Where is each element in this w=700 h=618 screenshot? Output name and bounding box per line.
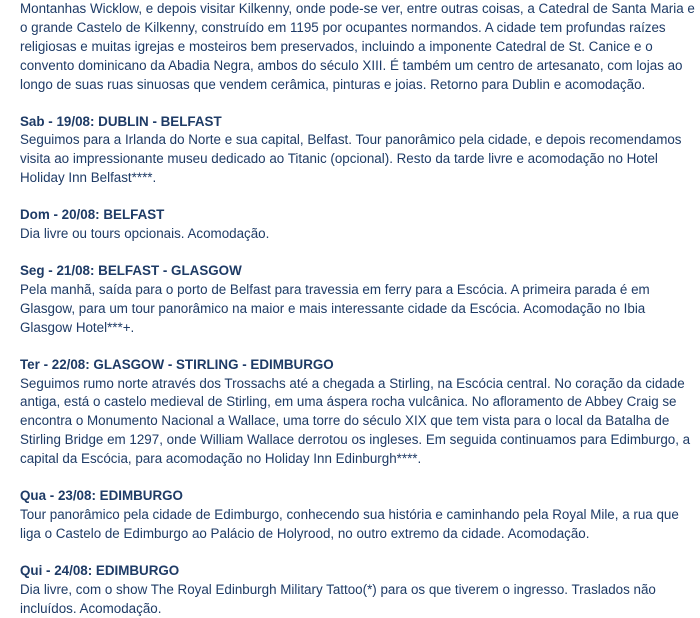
intro-paragraph: Montanhas Wicklow, e depois visitar Kilkenny, onde pode-se ver, entre outras coisas, a Catedral de Santa Maria e o grande Castelo de Kilkenny, construído em 1195 por ocupantes normandos. A cidade tem profundas raízes religiosas e muitas igrejas e mosteiros bem preservados, incluindo a imponente Catedral de St. Canice e o convento dominicano da Abadia Negra, ambos do século XIII. É também um centro de artesanato, com lojas ao longo de suas ruas sinuosas que vendem cerâmica, pinturas e joias. Retorno para Dublin e acomodação. — [20, 1, 695, 92]
day-section-dom-20-08 — [20, 206, 696, 244]
day-description: Seguimos rumo norte através dos Trossachs até a chegada a Stirling, na Escócia central. No coração da cidade antiga, está o castelo medieval de Stirling, em uma áspera rocha vulcânica. No afloramento de Abbey Craig se encontra o Monumento Nacional a Wallace, uma torre do século XIX que tem vista para o local da Batalha de Stirling Bridge em 1297, onde William Wallace derrotou os ingleses. Em seguida continuamos para Edimburgo, a capital da Escócia, para acomodação no Holiday Inn Edinburgh****. — [20, 375, 691, 467]
day-section-ter-22-08 — [20, 356, 696, 469]
day-section-qua-23-08 — [20, 487, 696, 544]
day-section-qui-24-08 — [20, 562, 696, 618]
day-title: Seg - 21/08: BELFAST - GLASGOW — [20, 262, 242, 278]
day-title: Qua - 23/08: EDIMBURGO — [20, 488, 183, 504]
day-section-sab-19-08 — [20, 113, 696, 189]
day-title: Ter - 22/08: GLASGOW - STIRLING - EDIMBURGO — [20, 356, 334, 372]
day-section-seg-21-08 — [20, 262, 696, 338]
day-description: Seguimos para a Irlanda do Norte e sua capital, Belfast. Tour panorâmico pela cidade, e depois recomendamos visita ao impressionante museu dedicado ao Titanic (opcional). Resto da tarde livre e acomodação no Hotel Holiday Inn Belfast****. — [20, 132, 682, 186]
day-title: Qui - 24/08: EDIMBURGO — [20, 562, 180, 578]
day-description: Pela manhã, saída para o porto de Belfast para travessia em ferry para a Escócia. A primeira parada é em Glasgow, para um tour panorâmico na maior e mais interessante cidade da Escócia. Acomodação no Ibia Glasgow Hotel***+. — [20, 281, 650, 335]
day-title: Sab - 19/08: DUBLIN - BELFAST — [20, 113, 222, 129]
itinerary-content — [20, 0, 696, 618]
day-title: Dom - 20/08: BELFAST — [20, 207, 165, 223]
day-description: Tour panorâmico pela cidade de Edimburgo, conhecendo sua história e caminhando pela Royal Mile, a rua que liga o Castelo de Edimburgo ao Palácio de Holyrood, no outro extremo da cidade. Acomodação. — [20, 506, 679, 541]
day-description: Dia livre, com o show The Royal Edinburgh Military Tattoo(*) para os que tiverem o ingresso. Traslados não incluídos. Acomodação. — [20, 581, 656, 616]
day-description: Dia livre ou tours opcionais. Acomodação. — [20, 226, 270, 242]
